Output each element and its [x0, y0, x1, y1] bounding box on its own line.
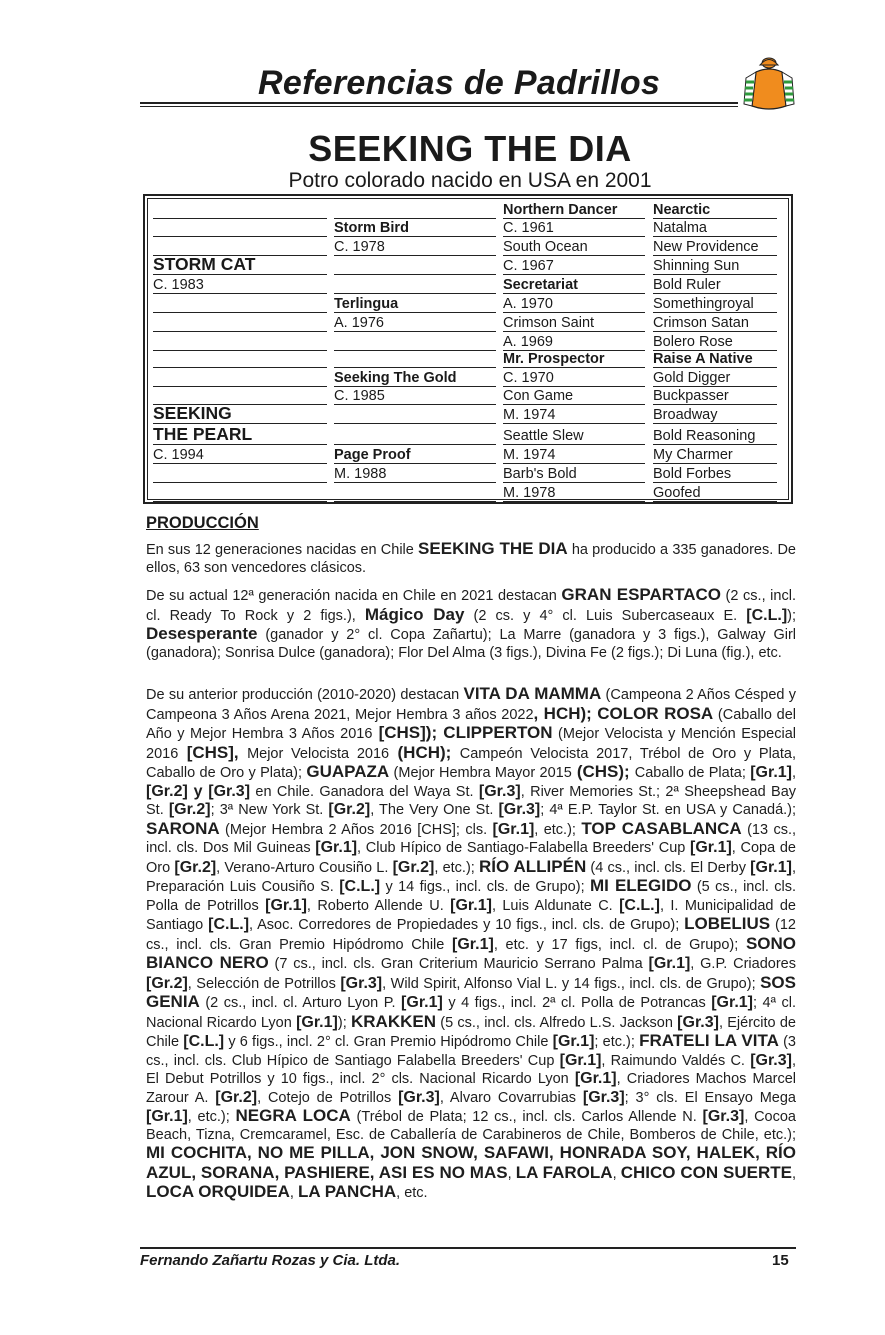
- pedigree-underline: [334, 367, 496, 368]
- body-text: );: [787, 607, 796, 624]
- body-text: , River Memories St.; 2ª Sheepshead Bay St.: [146, 783, 797, 818]
- footer-rule: [140, 1247, 796, 1249]
- emphasis-text: TOP CASABLANCA: [581, 818, 742, 838]
- emphasis-text: [Gr.1]: [296, 1013, 338, 1031]
- body-text: y 4 figs., incl. 2ª cl. Polla de Potrancas: [442, 995, 712, 1011]
- emphasis-text: GRAN ESPARTACO: [561, 585, 721, 604]
- body-text: , etc.);: [434, 859, 480, 876]
- emphasis-text: [Gr.2]: [168, 801, 211, 818]
- pedigree-underline: [503, 331, 645, 332]
- pedigree-cell: Terlingua: [334, 296, 399, 312]
- emphasis-text: [Gr.1]: [552, 1033, 595, 1050]
- pedigree-underline: [653, 236, 777, 237]
- pedigree-cell: Nearctic: [653, 202, 711, 218]
- pedigree-underline: [503, 482, 645, 483]
- emphasis-text: FRATELI LA VITA: [639, 1031, 779, 1050]
- pedigree-underline: [653, 386, 777, 387]
- pedigree-underline: [653, 463, 777, 464]
- emphasis-text: LA PANCHA: [297, 1182, 397, 1201]
- pedigree-cell: Raise A Native: [653, 351, 753, 367]
- body-text: , etc.);: [187, 1109, 236, 1125]
- emphasis-text: GUAPAZA: [306, 762, 390, 781]
- pedigree-underline: [153, 293, 327, 294]
- pedigree-underline: [503, 501, 645, 502]
- emphasis-text: Trébol de Oro y Plata: [639, 745, 792, 762]
- body-text: ,: [791, 1165, 796, 1182]
- emphasis-text: SARONA: [146, 818, 220, 838]
- body-text: (12 cs., incl. cls. Gran Premio Hipódromo Chile: [146, 917, 796, 953]
- body-text: , G.P. Criadores: [690, 956, 796, 972]
- emphasis-text: [C.L.]: [619, 896, 660, 914]
- page-number: 15: [772, 1252, 789, 1269]
- pedigree-underline: [503, 274, 645, 275]
- pedigree-cell: M. 1974: [503, 447, 556, 463]
- emphasis-text: COLOR ROSA: [597, 703, 714, 723]
- body-text: (ganador y 2° cl. Copa Zañartu); La Marre (ganadora y 3 figs.), Galway Girl (ganadora); Sonrisa Dulce (ganadora); Flor Del Alma (3 figs.), Divina Fe (2 figs.); Di Luna (fig.), etc.: [146, 627, 796, 661]
- pedigree-underline: [334, 404, 496, 405]
- body-text: , I. Municipalidad de Santiago: [146, 897, 796, 933]
- pedigree-underline: [334, 236, 496, 237]
- body-text: , Preparación Luis Cousiño S.: [146, 859, 796, 895]
- emphasis-text: NEGRA LOCA: [235, 1106, 351, 1125]
- pedigree-cell: C. 1985: [334, 388, 385, 404]
- pedigree-underline: [503, 404, 645, 405]
- emphasis-text: [Gr.3]: [478, 782, 521, 800]
- emphasis-text: 2021: [461, 588, 494, 604]
- emphasis-text: [Gr.2]: [328, 801, 371, 818]
- pedigree-table: [143, 194, 793, 504]
- emphasis-text: Caballo del Año y Mejor Hembra 3 Años 2016: [146, 706, 796, 742]
- pedigree-underline: [334, 312, 496, 313]
- body-text: , etc.: [396, 1185, 428, 1201]
- pedigree-cell: C. 1970: [503, 370, 554, 386]
- pedigree-underline: [503, 367, 645, 368]
- body-text: (: [601, 687, 611, 703]
- pedigree-underline: [653, 293, 777, 294]
- body-text: (: [389, 765, 399, 781]
- body-text: ,: [289, 1185, 298, 1201]
- pedigree-underline: [153, 312, 327, 313]
- emphasis-text: [Gr.1]: [574, 1070, 617, 1087]
- body-text: , Roberto Allende U.: [306, 897, 451, 914]
- page-title: Referencias de Padrillos: [258, 64, 661, 102]
- emphasis-text: [Gr.1]: [750, 764, 792, 781]
- pedigree-cell: Crimson Saint: [503, 315, 595, 331]
- emphasis-text: [Gr.1]: [265, 896, 307, 914]
- emphasis-text: , HCH);: [533, 703, 598, 723]
- pedigree-cell: Northern Dancer: [503, 202, 618, 218]
- body-text: , Ejército de Chile: [146, 1014, 796, 1050]
- emphasis-text: [Gr.1]: [315, 839, 358, 856]
- horse-subtitle: Potro colorado nacido en USA en 2001: [288, 169, 652, 192]
- pedigree-underline: [334, 423, 496, 424]
- pedigree-underline: [503, 463, 645, 464]
- pedigree-cell: Goofed: [653, 485, 701, 501]
- pedigree-cell: SEEKING: [153, 403, 232, 423]
- body-text: (: [219, 821, 230, 838]
- emphasis-text: [Gr.2]: [174, 858, 217, 876]
- body-text: nacida en Chile en: [330, 588, 462, 604]
- body-text: De su actual: [146, 588, 233, 604]
- body-text: ha producido a 335 ganadores. De ellos, 63 son vencedores clásicos.: [146, 542, 796, 576]
- body-text: ,: [628, 745, 640, 762]
- emphasis-text: LOBELIUS: [684, 914, 771, 933]
- body-text: ,: [346, 706, 356, 723]
- pedigree-cell: C. 1994: [153, 447, 204, 463]
- emphasis-text: [Gr.1]: [648, 955, 691, 972]
- emphasis-text: Campeona 2 Años Césped y Campeona 3 Años Arena 2021: [146, 687, 796, 723]
- emphasis-text: [Gr.1]: [401, 994, 443, 1011]
- pedigree-underline: [334, 386, 496, 387]
- body-text: ; 4ª E.P. Taylor St. en USA y Canadá.);: [540, 802, 797, 818]
- emphasis-text: CHICO CON SUERTE: [620, 1162, 792, 1182]
- pedigree-cell: Bold Forbes: [653, 466, 732, 482]
- emphasis-text: Mejor Hembra 3 años 2022: [355, 706, 534, 723]
- emphasis-text: [Gr.2]: [215, 1088, 258, 1106]
- pedigree-underline: [653, 367, 777, 368]
- pedigree-cell: Buckpasser: [653, 388, 729, 404]
- pedigree-cell: Seattle Slew: [503, 428, 584, 444]
- pedigree-cell: Mr. Prospector: [503, 351, 605, 367]
- emphasis-text: [Gr.3]: [750, 1051, 792, 1069]
- emphasis-text: [Gr.2] y [Gr.3]: [146, 782, 251, 800]
- body-text: , Cocoa Beach, Tizna, Cremcaramel, Esc. de Caballería de Carabineros de Chile, Bomberos de Chile, etc.);: [146, 1109, 796, 1143]
- pedigree-underline: [503, 444, 645, 445]
- pedigree-underline: [334, 350, 496, 351]
- emphasis-text: [Gr.3]: [582, 1088, 625, 1106]
- body-text: , Verano-Arturo Cousiño L.: [216, 859, 393, 876]
- pedigree-underline: [153, 482, 327, 483]
- pedigree-underline: [153, 236, 327, 237]
- pedigree-cell: Storm Bird: [334, 220, 409, 236]
- pedigree-cell: Crimson Satan: [653, 315, 749, 331]
- emphasis-text: LA FAROLA: [515, 1162, 613, 1182]
- pedigree-cell: Barb's Bold: [503, 466, 577, 482]
- body-text: , Criadores Machos Marcel Zarour A.: [146, 1071, 797, 1106]
- pedigree-cell: Natalma: [653, 220, 707, 236]
- pedigree-underline: [503, 255, 645, 256]
- pedigree-cell: Secretariat: [503, 277, 578, 293]
- pedigree-underline: [653, 501, 777, 502]
- body-text: ; 3ª New York St.: [210, 802, 329, 818]
- pedigree-underline: [334, 293, 496, 294]
- pedigree-cell: Shinning Sun: [653, 258, 740, 274]
- footer-publisher: Fernando Zañartu Rozas y Cia. Ltda.: [140, 1252, 401, 1269]
- emphasis-text: [Gr.1]: [559, 1051, 602, 1069]
- emphasis-text: [Gr.3]: [398, 1088, 440, 1106]
- body-text: (: [552, 726, 563, 742]
- pedigree-cell: C. 1978: [334, 239, 385, 255]
- emphasis-text: [Gr.3]: [498, 801, 541, 818]
- horse-name: SEEKING THE DIA: [308, 128, 632, 169]
- pedigree-underline: [153, 386, 327, 387]
- production-paragraph-3: [146, 685, 796, 1203]
- emphasis-text: LOCA ORQUIDEA: [146, 1182, 290, 1201]
- body-text: , Club Hípico de Santiago-Falabella Breeders' Cup: [357, 840, 690, 856]
- pedigree-underline: [153, 501, 327, 502]
- emphasis-text: [Gr.1]: [750, 858, 792, 876]
- pedigree-underline: [653, 482, 777, 483]
- pedigree-underline: [153, 444, 327, 445]
- emphasis-text: [Gr.1]: [711, 994, 754, 1011]
- pedigree-cell: M. 1978: [503, 485, 556, 501]
- pedigree-underline: [653, 312, 777, 313]
- emphasis-text: (CHS);: [571, 762, 635, 781]
- emphasis-text: RÍO ALLIPÉN: [479, 856, 587, 876]
- emphasis-text: [Gr.1]: [146, 1108, 188, 1125]
- body-text: ; 4ª cl. Nacional Ricardo Lyon: [146, 995, 796, 1031]
- pedigree-cell: M. 1974: [503, 407, 556, 423]
- emphasis-text: [Gr.3]: [702, 1108, 745, 1125]
- pedigree-underline: [153, 274, 327, 275]
- emphasis-text: [C.L.]: [208, 916, 250, 933]
- production-paragraph-1: [146, 540, 796, 577]
- header-rule-thin: [140, 106, 738, 107]
- emphasis-text: SOS GENIA: [146, 972, 796, 1011]
- pedigree-underline: [334, 255, 496, 256]
- body-text: ,: [792, 765, 797, 781]
- body-text: y 14 figs., incl. cls. de Grupo);: [380, 879, 590, 895]
- body-text: );: [337, 1014, 351, 1031]
- body-text: , Luis Aldunate C.: [491, 897, 620, 914]
- pedigree-cell: THE PEARL: [153, 424, 253, 444]
- emphasis-text: VITA DA MAMMA: [463, 684, 602, 703]
- pedigree-underline: [153, 350, 327, 351]
- emphasis-text: Mejor Hembra Mayor 2015: [398, 765, 572, 781]
- emphasis-text: [Gr.1]: [452, 935, 494, 953]
- body-text: , Copa de Oro: [146, 840, 796, 876]
- pedigree-cell: New Providence: [653, 239, 759, 255]
- pedigree-cell: Gold Digger: [653, 370, 731, 386]
- body-text: ,: [507, 1165, 516, 1182]
- emphasis-text: Mágico Day: [364, 604, 465, 624]
- body-text: , Asoc. Corredores de Propiedades y 10 figs., incl. cls. de Grupo);: [249, 917, 685, 933]
- pedigree-underline: [334, 463, 496, 464]
- pedigree-underline: [503, 312, 645, 313]
- emphasis-text: Mejor Velocista 2016: [247, 745, 390, 762]
- emphasis-text: [Gr.3]: [340, 974, 383, 992]
- body-text: (2 cs., incl. cl. Arturo Lyon P.: [199, 995, 402, 1011]
- body-text: , The Very One St.: [370, 802, 499, 818]
- body-text: en Chile. Ganadora del Waya St.: [250, 783, 479, 800]
- body-text: [CHS]; cls.: [411, 821, 493, 838]
- jockey-silks-icon: [738, 54, 800, 112]
- body-text: , Alvaro Covarrubias: [439, 1089, 583, 1106]
- body-text: ,: [791, 745, 796, 762]
- body-text: (4 cs., incl. cls. El Derby: [586, 859, 751, 876]
- body-text: En sus 12 generaciones nacidas en Chile: [146, 542, 419, 558]
- emphasis-text: SEEKING THE DIA: [418, 539, 568, 558]
- body-text: ;: [741, 765, 751, 781]
- pedigree-cell: Somethingroyal: [653, 296, 754, 312]
- body-text: , etc.);: [534, 821, 582, 838]
- body-text: (Trébol de Plata; 12 cs., incl. cls. Carlos Allende N.: [350, 1109, 703, 1125]
- body-text: , etc. y 17 figs, incl. cl. de Grupo);: [493, 936, 746, 953]
- emphasis-text: [C.L.]: [746, 606, 788, 624]
- pedigree-cell: C. 1983: [153, 277, 204, 293]
- production-heading: PRODUCCIÓN: [146, 514, 259, 532]
- pedigree-underline: [503, 236, 645, 237]
- pedigree-cell: Page Proof: [334, 447, 411, 463]
- body-text: ; etc.);: [594, 1034, 640, 1050]
- body-text: , Wild Spirit, Alfonso Vial L. y 14 figs., incl. cls. de Grupo);: [382, 975, 761, 992]
- body-text: y 6 figs., incl. 2° cl. Gran Premio Hipódromo Chile: [224, 1034, 553, 1050]
- emphasis-text: MI ELEGIDO: [589, 876, 692, 895]
- body-text: (2 cs., incl. cl. Ready To Rock y 2 figs.),: [146, 588, 796, 624]
- pedigree-cell: Bold Reasoning: [653, 428, 756, 444]
- production-paragraph-2: [146, 586, 796, 662]
- emphasis-text: [Gr.1]: [492, 820, 535, 838]
- pedigree-cell: Bolero Rose: [653, 334, 733, 350]
- pedigree-underline: [503, 423, 645, 424]
- body-text: );: [293, 765, 307, 781]
- emphasis-text: [Gr.3]: [677, 1013, 719, 1031]
- pedigree-underline: [334, 274, 496, 275]
- body-text: , El Debut Potrillos y 10 figs., incl. 2° cls. Nacional Ricardo Lyon: [146, 1052, 797, 1087]
- emphasis-text: SONO BIANCO NERO: [146, 933, 797, 972]
- emphasis-text: [CHS]);: [372, 723, 444, 742]
- emphasis-text: 12ª generación: [232, 588, 331, 604]
- pedigree-underline: [653, 331, 777, 332]
- emphasis-text: (2010-2020): [317, 687, 397, 703]
- emphasis-text: [Gr.1]: [690, 839, 732, 856]
- pedigree-underline: [334, 501, 496, 502]
- emphasis-text: [CHS],: [178, 742, 248, 762]
- body-text: ; 3° cls. El Ensayo Mega: [624, 1089, 796, 1106]
- emphasis-text: [C.L.]: [339, 878, 381, 895]
- body-text: destacan: [396, 687, 464, 703]
- pedigree-cell: South Ocean: [503, 239, 588, 255]
- body-text: (5 cs., incl. cls. Alfredo L.S. Jackson: [435, 1014, 678, 1031]
- pedigree-cell: C. 1967: [503, 258, 554, 274]
- body-text: (7 cs., incl. cls. Gran Criterium Mauricio Serrano Palma: [268, 956, 649, 972]
- emphasis-text: Campeón Velocista 2017: [459, 745, 629, 762]
- emphasis-text: Caballo de Plata: [634, 765, 742, 781]
- pedigree-underline: [653, 444, 777, 445]
- body-text: ,: [612, 1165, 621, 1182]
- body-text: De su anterior producción: [146, 687, 318, 703]
- pedigree-cell: A. 1969: [503, 334, 553, 350]
- pedigree-underline: [653, 218, 777, 219]
- body-text: , Raimundo Valdés C.: [601, 1052, 751, 1069]
- body-text: , Selección de Potrillos: [187, 975, 341, 992]
- body-text: , Cotejo de Potrillos: [257, 1089, 399, 1106]
- pedigree-underline: [653, 255, 777, 256]
- pedigree-underline: [503, 293, 645, 294]
- pedigree-cell: M. 1988: [334, 466, 387, 482]
- pedigree-cell: Con Game: [503, 388, 574, 404]
- body-text: (2 cs. y 4° cl. Luis Subercaseaux E.: [464, 607, 747, 624]
- pedigree-underline: [653, 274, 777, 275]
- pedigree-cell: Bold Ruler: [653, 277, 721, 293]
- emphasis-text: [Gr.1]: [450, 896, 492, 914]
- pedigree-underline: [334, 482, 496, 483]
- pedigree-cell: Seeking The Gold: [334, 370, 457, 386]
- pedigree-cell: STORM CAT: [153, 254, 256, 274]
- pedigree-cell: A. 1976: [334, 315, 384, 331]
- header-rule: [140, 102, 738, 104]
- pedigree-underline: [503, 386, 645, 387]
- body-text: (5 cs., incl. cls. Polla de Potrillos: [146, 879, 796, 914]
- body-text: (: [713, 706, 723, 723]
- emphasis-text: MI COCHITA, NO ME PILLA, JON SNOW, SAFAWI, HONRADA SOY, HALEK, RÍO AZUL, SORANA, PASHIERE, ASI ES NO MAS: [146, 1143, 796, 1182]
- emphasis-text: CLIPPERTON: [443, 723, 553, 742]
- pedigree-underline: [334, 218, 496, 219]
- emphasis-text: Mejor Hembra 2 Años 2016: [229, 821, 412, 838]
- pedigree-underline: [153, 331, 327, 332]
- emphasis-text: [Gr.2]: [392, 858, 435, 876]
- pedigree-underline: [153, 218, 327, 219]
- pedigree-cell: My Charmer: [653, 447, 733, 463]
- pedigree-cell: C. 1961: [503, 220, 554, 236]
- pedigree-underline: [153, 367, 327, 368]
- emphasis-text: [C.L.]: [183, 1033, 225, 1050]
- emphasis-text: (HCH);: [389, 742, 460, 762]
- emphasis-text: Caballo de Oro y Plata: [146, 765, 294, 781]
- emphasis-text: [Gr.2]: [146, 974, 188, 992]
- pedigree-underline: [653, 404, 777, 405]
- emphasis-text: Desesperante: [146, 624, 258, 643]
- pedigree-cell: Broadway: [653, 407, 718, 423]
- emphasis-text: KRAKKEN: [350, 1011, 436, 1031]
- pedigree-underline: [503, 218, 645, 219]
- pedigree-underline: [653, 423, 777, 424]
- pedigree-underline: [334, 444, 496, 445]
- body-text: destacan: [493, 588, 562, 604]
- pedigree-underline: [153, 463, 327, 464]
- pedigree-cell: A. 1970: [503, 296, 553, 312]
- body-text: (13 cs., incl. cls. Dos Mil Guineas: [146, 821, 796, 856]
- pedigree-underline: [334, 331, 496, 332]
- emphasis-text: Mejor Velocista y Mención Especial 2016: [146, 726, 797, 762]
- body-text: (3 cs., incl. cls. Club Hípico de Santiago Falabella Breeders' Cup: [146, 1034, 796, 1069]
